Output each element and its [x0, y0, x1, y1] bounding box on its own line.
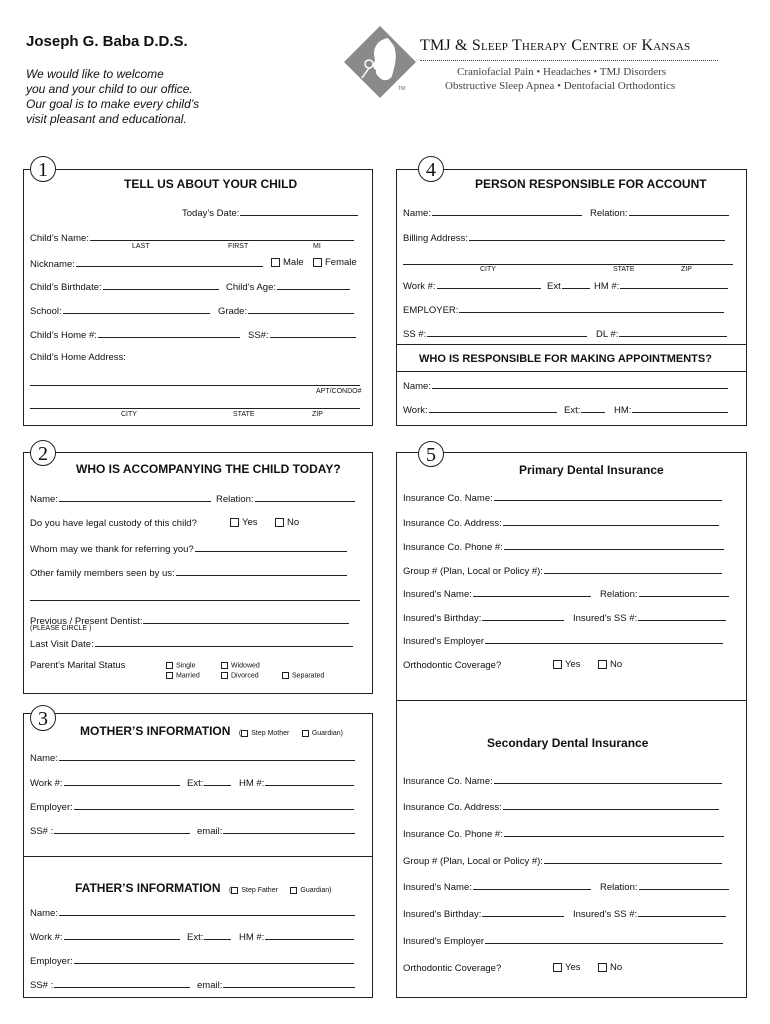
mother-title-row — [80, 722, 343, 740]
secondary-insured-name-field[interactable] — [403, 880, 592, 893]
please-circle-note: (PLEASE CIRCLE ) — [30, 625, 92, 632]
clinic-divider — [420, 60, 718, 61]
secondary-ortho-yes-option[interactable] — [553, 962, 581, 973]
appointments-work-field[interactable] — [403, 403, 558, 416]
male-checkbox[interactable] — [271, 258, 280, 267]
step-mother-option[interactable]: ( Step Mother — [238, 730, 290, 737]
account-relation-label: Relation: — [590, 208, 628, 219]
account-employer-field[interactable] — [403, 303, 725, 316]
secondary-ins-address-field[interactable] — [403, 800, 720, 813]
primary-group-field[interactable] — [403, 564, 723, 577]
father-ss-label: SS# : — [30, 980, 54, 991]
primary-ortho-yes-option[interactable] — [553, 659, 581, 670]
mother-ext-label: Ext: — [187, 778, 204, 789]
custody-no-checkbox[interactable] — [275, 518, 284, 527]
secondary-insurance-title: Secondary Dental Insurance — [487, 736, 649, 750]
father-work-label: Work #: — [30, 932, 63, 943]
secondary-group-label: Group # (Plan, Local or Policy #): — [403, 856, 543, 867]
father-hm-field[interactable] — [239, 930, 355, 943]
primary-ins-phone-field[interactable] — [403, 540, 725, 553]
female-checkbox[interactable] — [313, 258, 322, 267]
section-2-title: WHO IS ACCOMPANYING THE CHILD TODAY? — [76, 462, 341, 476]
child-name-last-sub: LAST — [132, 243, 150, 250]
secondary-insured-birthday-field[interactable] — [403, 907, 565, 920]
referring-field[interactable] — [30, 542, 348, 555]
nickname-label: Nickname: — [30, 259, 75, 270]
secondary-insured-name-label: Insured's Name: — [403, 882, 472, 893]
grade-label: Grade: — [218, 306, 248, 317]
appointments-work-label: Work: — [403, 405, 428, 416]
state-sub: STATE — [233, 411, 255, 418]
marital-married-option[interactable] — [166, 672, 200, 680]
section-5-divider — [396, 700, 747, 701]
dentist-label: Previous / Present Dentist: — [30, 616, 143, 627]
school-label: School: — [30, 306, 62, 317]
birthdate-label: Child’s Birthdate: — [30, 282, 102, 293]
secondary-insured-ss-field[interactable] — [573, 907, 727, 920]
gender-female-option[interactable] — [313, 257, 357, 268]
child-ss-label: SS#: — [248, 330, 269, 341]
step-father-checkbox[interactable] — [231, 887, 238, 894]
accompanying-relation-field[interactable] — [216, 492, 356, 505]
billing-state-sub: STATE — [613, 266, 635, 273]
account-ss-field[interactable] — [403, 327, 588, 340]
appointments-ext-field[interactable] — [564, 403, 606, 416]
address-line-2[interactable] — [30, 408, 360, 409]
step-father-option[interactable]: ( Step Father — [229, 887, 278, 894]
section-4-divider-2 — [396, 371, 747, 372]
appointments-title: WHO IS RESPONSIBLE FOR MAKING APPOINTMENTS? — [419, 353, 712, 365]
family-members-label: Other family members seen by us: — [30, 568, 175, 579]
account-work-field[interactable] — [403, 279, 542, 292]
nickname-field[interactable] — [30, 257, 264, 270]
widowed-label: Widowed — [231, 662, 260, 670]
appointments-hm-label: HM: — [614, 405, 632, 416]
grade-field[interactable] — [218, 304, 355, 317]
todays-date-label: Today’s Date: — [182, 208, 240, 219]
secondary-ortho-yes-checkbox[interactable] — [553, 963, 562, 972]
welcome-line-4: visit pleasant and educational. — [26, 112, 187, 126]
custody-yes-option[interactable] — [230, 517, 258, 528]
mother-guardian-checkbox[interactable] — [302, 730, 309, 737]
accompanying-relation-label: Relation: — [216, 494, 254, 505]
secondary-insured-employer-label: Insured's Employer — [403, 936, 485, 947]
step-mother-checkbox[interactable] — [241, 730, 248, 737]
widowed-checkbox[interactable] — [221, 662, 228, 669]
separated-checkbox[interactable] — [282, 672, 289, 679]
father-employer-field[interactable] — [30, 954, 355, 967]
account-employer-label: EMPLOYER: — [403, 305, 459, 316]
account-name-field[interactable] — [403, 206, 583, 219]
female-label: Female — [325, 257, 357, 268]
primary-ortho-no-option[interactable] — [598, 659, 622, 670]
account-hm-label: HM #: — [594, 281, 620, 292]
account-work-label: Work #: — [403, 281, 436, 292]
father-employer-label: Employer: — [30, 956, 73, 967]
appointments-hm-field[interactable] — [614, 403, 729, 416]
custody-yes-checkbox[interactable] — [230, 518, 239, 527]
marital-single-option[interactable] — [166, 662, 195, 670]
last-visit-label: Last Visit Date: — [30, 639, 94, 650]
mother-employer-label: Employer: — [30, 802, 73, 813]
primary-insured-employer-label: Insured's Employer — [403, 636, 485, 647]
secondary-group-field[interactable] — [403, 854, 723, 867]
father-ss-field[interactable] — [30, 978, 191, 991]
father-guardian-option[interactable]: Guardian) — [290, 887, 331, 894]
father-guardian-label: Guardian — [300, 887, 330, 894]
primary-insured-ss-field[interactable] — [573, 611, 727, 624]
father-title: FATHER’S INFORMATION — [75, 881, 221, 895]
father-title-row — [75, 879, 332, 897]
father-name-field[interactable] — [30, 906, 356, 919]
secondary-ortho-no-checkbox[interactable] — [598, 963, 607, 972]
primary-insured-name-label: Insured's Name: — [403, 589, 472, 600]
primary-ortho-no-checkbox[interactable] — [598, 660, 607, 669]
account-ext-label: Ext — [547, 281, 561, 292]
doctor-name: Joseph G. Baba D.D.S. — [26, 33, 188, 50]
single-label: Single — [176, 662, 196, 670]
clinic-name: TMJ & Sleep Therapy Centre of Kansas — [420, 37, 691, 54]
marital-separated-option[interactable] — [282, 672, 324, 680]
primary-ortho-question: Orthodontic Coverage? — [403, 660, 502, 671]
welcome-line-2: you and your child to our office. — [26, 82, 193, 96]
secondary-insured-ss-label: Insured's SS #: — [573, 909, 638, 920]
section-number-3: 3 — [30, 705, 56, 731]
school-field[interactable] — [30, 304, 211, 317]
billing-city-sub: CITY — [480, 266, 496, 273]
mother-ss-label: SS# : — [30, 826, 54, 837]
child-age-field[interactable] — [226, 280, 351, 293]
section-number-4: 4 — [418, 156, 444, 182]
mother-ss-field[interactable] — [30, 824, 191, 837]
primary-insured-name-field[interactable] — [403, 587, 592, 600]
tm-mark: TM — [398, 86, 406, 92]
referring-label: Whom may we thank for referring you? — [30, 544, 194, 555]
clinic-services-1: Craniofacial Pain • Headaches • TMJ Disorders — [457, 66, 667, 78]
primary-ortho-yes-label: Yes — [565, 659, 581, 670]
single-checkbox[interactable] — [166, 662, 173, 669]
child-home-address-label: Child’s Home Address: — [30, 352, 126, 363]
father-work-field[interactable] — [30, 930, 181, 943]
mother-employer-field[interactable] — [30, 800, 355, 813]
welcome-line-1: We would like to welcome — [26, 67, 164, 81]
section-4-title: PERSON RESPONSIBLE FOR ACCOUNT — [475, 177, 707, 191]
account-name-label: Name: — [403, 208, 431, 219]
custody-no-label: No — [287, 517, 300, 528]
secondary-insured-birthday-label: Insured's Birthday: — [403, 909, 482, 920]
mother-name-label: Name: — [30, 753, 58, 764]
child-home-phone-label: Child’s Home #: — [30, 330, 97, 341]
mother-title: MOTHER’S INFORMATION — [80, 724, 231, 738]
account-dl-label: DL #: — [596, 329, 619, 340]
mother-hm-label: HM #: — [239, 778, 265, 789]
primary-ortho-yes-checkbox[interactable] — [553, 660, 562, 669]
secondary-ins-name-label: Insurance Co. Name: — [403, 776, 493, 787]
appointments-ext-label: Ext: — [564, 405, 581, 416]
appointments-name-field[interactable] — [403, 379, 729, 392]
mother-hm-field[interactable] — [239, 776, 355, 789]
section-number-5: 5 — [418, 441, 444, 467]
primary-ins-phone-label: Insurance Co. Phone #: — [403, 542, 503, 553]
primary-insured-birthday-label: Insured's Birthday: — [403, 613, 482, 624]
secondary-ins-phone-label: Insurance Co. Phone #: — [403, 829, 503, 840]
secondary-relation-field[interactable] — [600, 880, 730, 893]
divorced-label: Divorced — [231, 672, 259, 680]
billing-address-line-2[interactable] — [403, 264, 733, 265]
mother-name-field[interactable] — [30, 751, 356, 764]
marital-widowed-option[interactable] — [221, 662, 260, 670]
custody-yes-label: Yes — [242, 517, 258, 528]
primary-insured-ss-label: Insured's SS #: — [573, 613, 638, 624]
step-father-label: Step Father — [241, 887, 278, 894]
primary-relation-label: Relation: — [600, 589, 638, 600]
child-name-field[interactable] — [30, 231, 355, 244]
father-hm-label: HM #: — [239, 932, 265, 943]
todays-date-field[interactable] — [182, 206, 359, 219]
father-guardian-checkbox[interactable] — [290, 887, 297, 894]
child-home-phone-field[interactable] — [30, 328, 241, 341]
child-name-mi-sub: MI — [313, 243, 321, 250]
accompanying-name-field[interactable] — [30, 492, 212, 505]
secondary-relation-label: Relation: — [600, 882, 638, 893]
mother-email-field[interactable] — [197, 824, 356, 837]
address-line-1[interactable] — [30, 385, 360, 386]
mother-ext-field[interactable] — [187, 776, 232, 789]
mother-guardian-option[interactable]: Guardian) — [302, 730, 343, 737]
mother-work-label: Work #: — [30, 778, 63, 789]
secondary-insured-employer-field[interactable] — [403, 934, 724, 947]
child-age-label: Child’s Age: — [226, 282, 276, 293]
primary-ortho-no-label: No — [610, 659, 623, 670]
father-ext-label: Ext: — [187, 932, 204, 943]
section-3-divider — [23, 856, 373, 857]
primary-ins-name-field[interactable] — [403, 491, 723, 504]
zip-sub: ZIP — [312, 411, 323, 418]
gender-male-option[interactable] — [271, 257, 304, 268]
appointments-name-label: Name: — [403, 381, 431, 392]
mother-email-label: email: — [197, 826, 223, 837]
account-ss-label: SS #: — [403, 329, 427, 340]
primary-insurance-title: Primary Dental Insurance — [519, 463, 664, 477]
mother-work-field[interactable] — [30, 776, 181, 789]
city-sub: CITY — [121, 411, 137, 418]
clinic-services-2: Obstructive Sleep Apnea • Dentofacial Orthodontics — [445, 80, 676, 92]
divorced-checkbox[interactable] — [221, 672, 228, 679]
billing-zip-sub: ZIP — [681, 266, 692, 273]
account-hm-field[interactable] — [594, 279, 729, 292]
custody-no-option[interactable] — [275, 517, 299, 528]
account-ext-field[interactable] — [547, 279, 591, 292]
father-name-label: Name: — [30, 908, 58, 919]
section-4-divider — [396, 344, 747, 345]
married-label: Married — [176, 672, 200, 680]
child-name-first-sub: FIRST — [228, 243, 249, 250]
marital-divorced-option[interactable] — [221, 672, 259, 680]
child-name-label: Child’s Name: — [30, 233, 89, 244]
primary-ins-address-field[interactable] — [403, 516, 720, 529]
primary-ins-address-label: Insurance Co. Address: — [403, 518, 502, 529]
billing-address-field[interactable] — [403, 231, 726, 244]
married-checkbox[interactable] — [166, 672, 173, 679]
secondary-ortho-yes-label: Yes — [565, 962, 581, 973]
secondary-ortho-no-label: No — [610, 962, 623, 973]
accompanying-name-label: Name: — [30, 494, 58, 505]
secondary-ins-name-field[interactable] — [403, 774, 723, 787]
billing-address-label: Billing Address: — [403, 233, 468, 244]
primary-ins-name-label: Insurance Co. Name: — [403, 493, 493, 504]
family-members-field[interactable] — [30, 566, 348, 579]
secondary-ortho-question: Orthodontic Coverage? — [403, 963, 502, 974]
primary-insured-employer-field[interactable] — [403, 634, 724, 647]
section-number-2: 2 — [30, 440, 56, 466]
child-ss-field[interactable] — [248, 328, 357, 341]
father-email-field[interactable] — [197, 978, 356, 991]
father-email-label: email: — [197, 980, 223, 991]
secondary-ins-phone-field[interactable] — [403, 827, 725, 840]
mother-guardian-label: Guardian — [311, 730, 341, 737]
primary-relation-field[interactable] — [600, 587, 730, 600]
step-mother-label: Step Mother — [251, 730, 290, 737]
marital-status-label: Parent’s Marital Status — [30, 660, 126, 671]
apt-condo-sub: APT/CONDO# — [316, 388, 362, 395]
clinic-logo-icon — [342, 24, 418, 100]
father-ext-field[interactable] — [187, 930, 232, 943]
secondary-ortho-no-option[interactable] — [598, 962, 622, 973]
primary-insured-birthday-field[interactable] — [403, 611, 565, 624]
account-relation-field[interactable] — [590, 206, 730, 219]
birthdate-field[interactable] — [30, 280, 220, 293]
section-number-1: 1 — [30, 156, 56, 182]
primary-group-label: Group # (Plan, Local or Policy #): — [403, 566, 543, 577]
male-label: Male — [283, 257, 304, 268]
secondary-ins-address-label: Insurance Co. Address: — [403, 802, 502, 813]
separated-label: Separated — [292, 672, 325, 680]
last-visit-field[interactable] — [30, 637, 354, 650]
custody-question: Do you have legal custody of this child? — [30, 518, 197, 529]
family-members-line-2[interactable] — [30, 600, 360, 601]
section-1-title: TELL US ABOUT YOUR CHILD — [124, 177, 298, 191]
welcome-line-3: Our goal is to make every child’s — [26, 97, 200, 111]
account-dl-field[interactable] — [596, 327, 728, 340]
